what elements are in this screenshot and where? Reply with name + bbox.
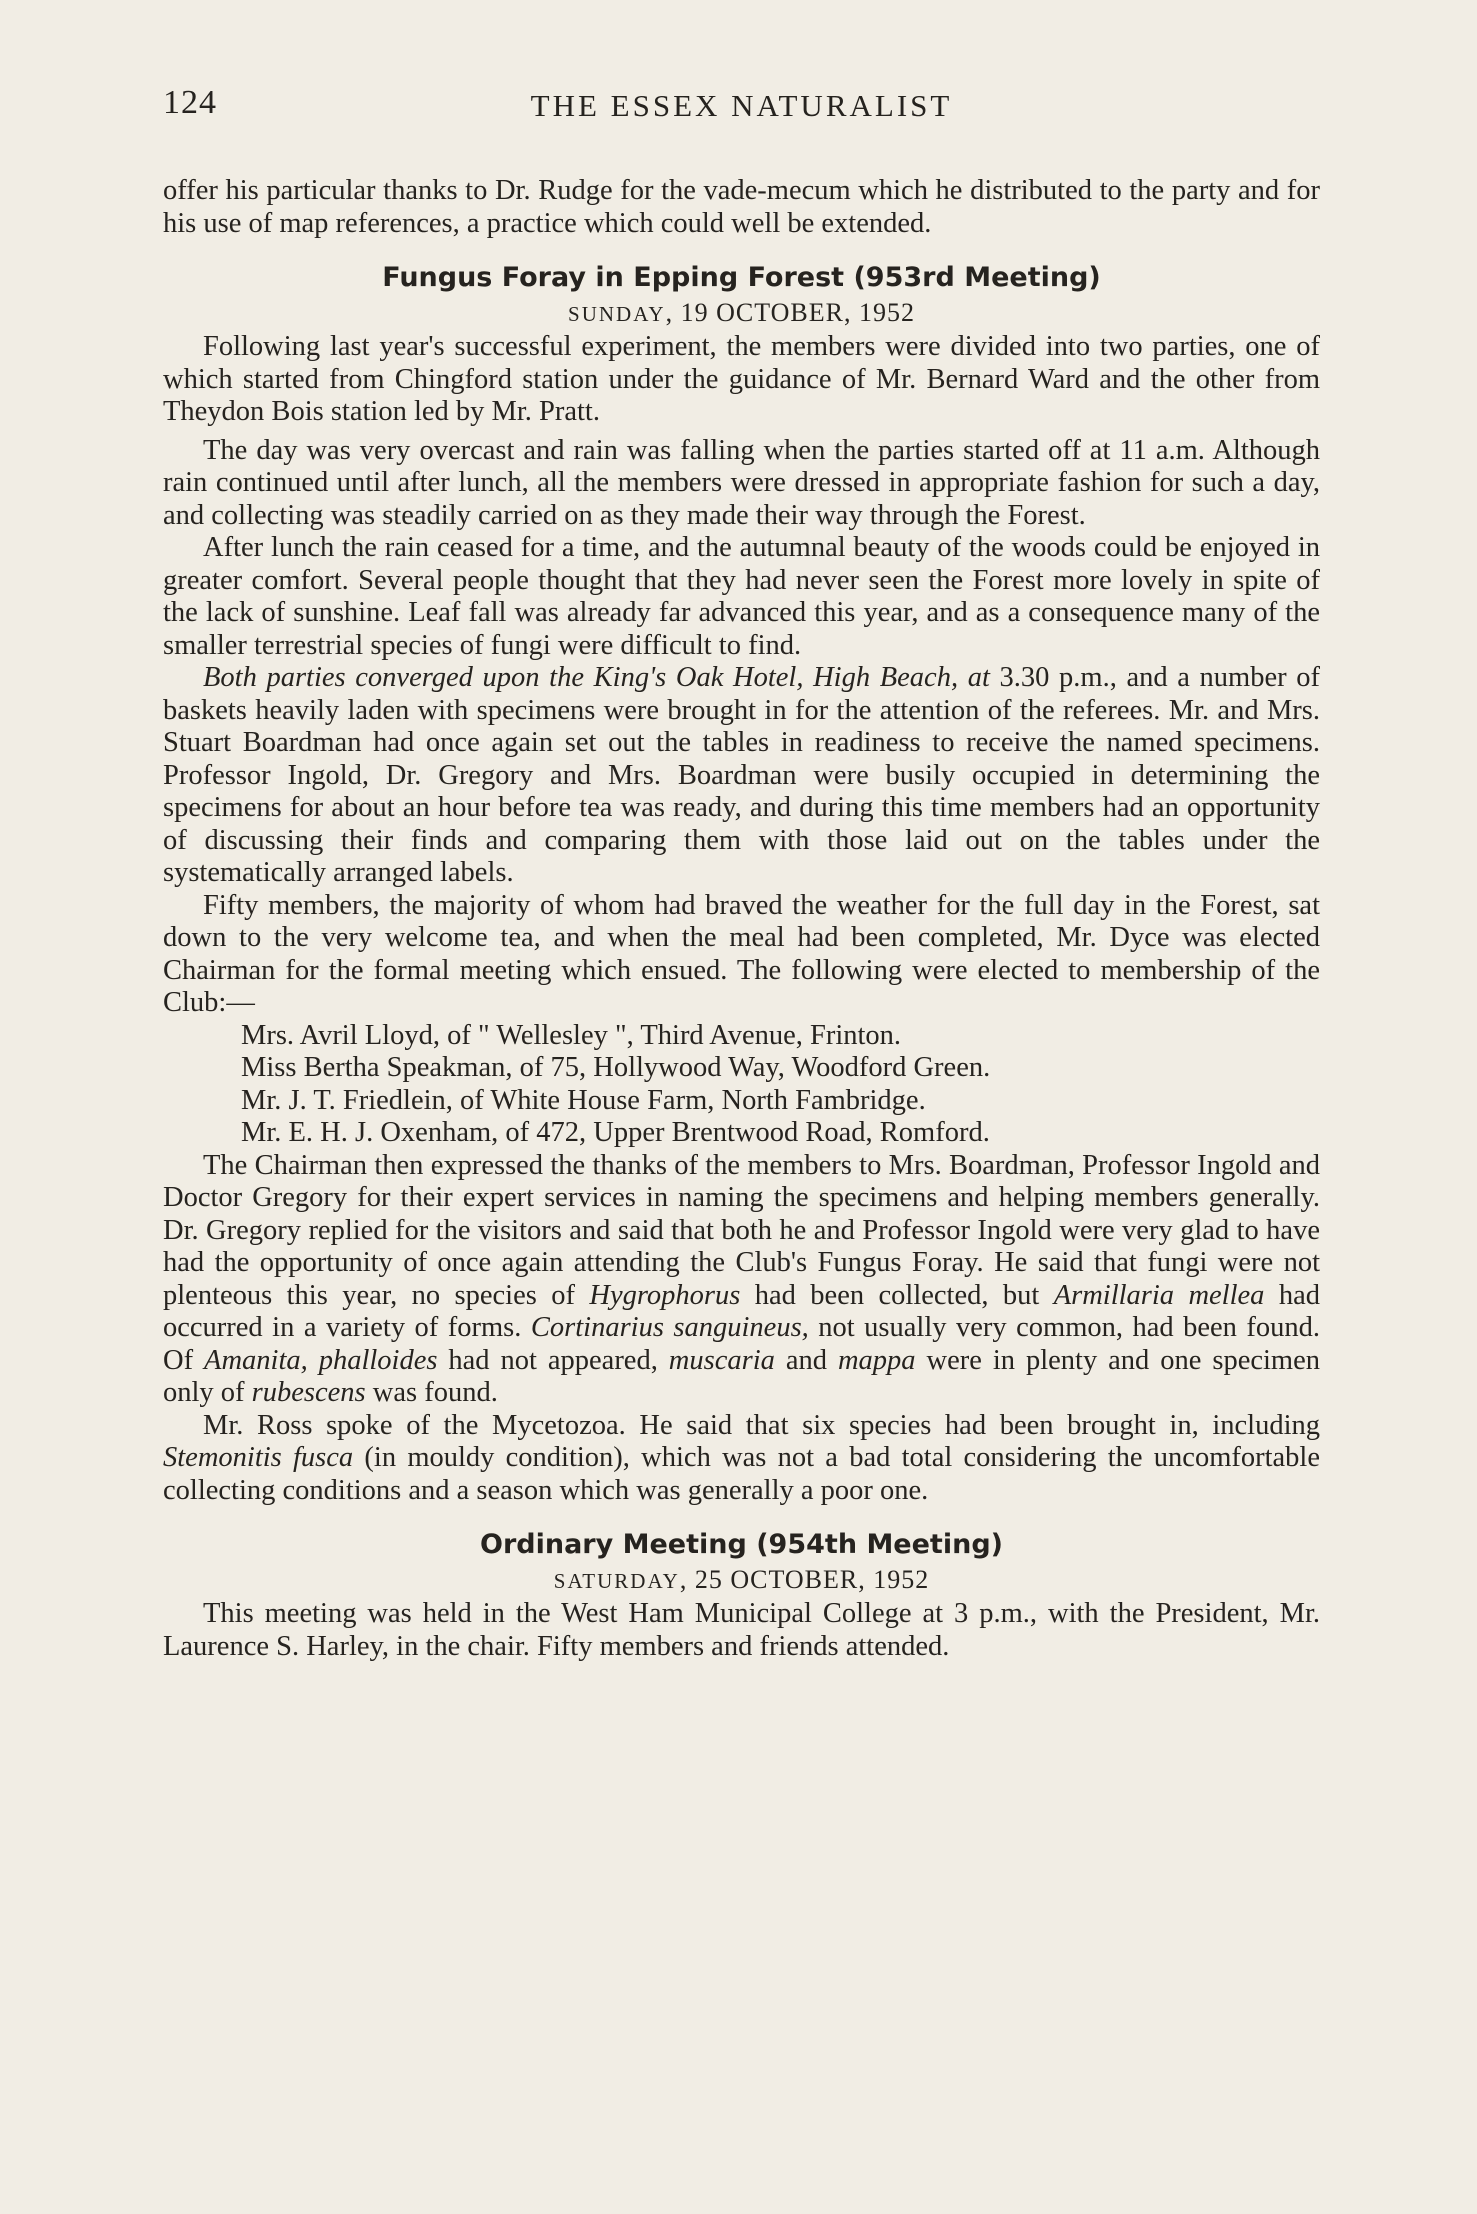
paragraph-text: was found.	[365, 1377, 498, 1408]
member-entry: Mr. E. H. J. Oxenham, of 472, Upper Brentwood Road, Romford.	[241, 1117, 990, 1148]
paragraph-text: were in plenty and one specimen only of	[163, 1344, 1320, 1408]
section-date: SATURDAY, 25 OCTOBER, 1952	[553, 1565, 930, 1594]
intro-paragraph: offer his particular thanks to Dr. Rudge for the vade-mecum which he distributed to the party and for his use of map references, a practice which could well be extended.	[163, 175, 1320, 239]
article-body	[163, 175, 1320, 1663]
running-title: THE ESSEX NATURALIST	[530, 88, 953, 123]
paragraph	[163, 1410, 1320, 1508]
paragraph-text: (in mouldy condition), which was not a bad total considering the uncomfortable collecting conditions and a season which was generally a poor one.	[163, 1442, 1320, 1506]
paragraph-text: 3.30 p.m., and a number of baskets heavily laden with specimens were brought in for the attention of the referees. Mr. and Mrs. Stuart Boardman had once again set out the tables in readiness to receive the named specimens. Professor Ingold, Dr. Gregory and Mrs. Boardman were busily occupied in determining the specimens for about an hour before tea was ready, and during this time members had an opportunity of discussing their finds and comparing them with those laid out on the tables under the systematically arranged labels.	[163, 662, 1320, 888]
species-name: muscaria	[668, 1344, 775, 1376]
paragraph: After lunch the rain ceased for a time, and the autumnal beauty of the woods could be enjoyed in greater comfort. Several people thought that they had never seen the Forest more lovely in spite of the lack of sunshine. Leaf fall was already far advanced this year, and as a consequence many of the smaller terrestrial species of fungi were difficult to find.	[163, 532, 1320, 661]
paragraph: The day was very overcast and rain was falling when the parties started off at 11 a.m. Although rain continued until after lunch, all the members were dressed in appropriate fashion for such a day, and collecting was steadily carried on as they made their way through the Forest.	[163, 434, 1320, 531]
species-name: Armillaria mellea	[1053, 1279, 1265, 1311]
page-header	[163, 84, 1320, 134]
species-name: Cortinarius sanguineus,	[530, 1312, 809, 1343]
date-day: SATURDAY	[553, 1569, 680, 1593]
paragraph-text: not usually very common, had been found. Of	[163, 1312, 1320, 1376]
member-entry: Mr. J. T. Friedlein, of White House Farm, North Fambridge.	[241, 1084, 926, 1116]
species-name: mappa	[837, 1344, 916, 1376]
page-number: 124	[163, 84, 217, 121]
new-members-list	[163, 1020, 1320, 1150]
section-heading-ordinary-meeting: Ordinary Meeting (954th Meeting)	[480, 1529, 1003, 1560]
section-heading-fungus-foray: Fungus Foray in Epping Forest (953rd Meeting)	[382, 262, 1101, 293]
date-rest: 19 OCTOBER, 1952	[680, 298, 915, 327]
date-rest: 25 OCTOBER, 1952	[694, 1565, 930, 1594]
paragraph-text: had not appeared,	[437, 1344, 669, 1376]
species-name: Hygrophorus	[589, 1279, 741, 1311]
paragraph	[163, 662, 1320, 890]
date-day: SUNDAY	[568, 302, 666, 326]
species-name: Stemonitis fusca	[163, 1442, 354, 1473]
member-entry: Miss Bertha Speakman, of 75, Hollywood Way, Woodford Green.	[241, 1052, 991, 1083]
paragraph-text: The Chairman then expressed the thanks of the members to Mrs. Boardman, Professor Ingold and Doctor Gregory for their expert services in naming the specimens and helping members generally. Dr. Gregory replied for the visitors and said that both he and Professor Ingold were very glad to have had the opportunity of once again attending the Club's Fungus Foray. He said that fungi were not plenteous this year, no species of	[163, 1149, 1320, 1311]
paragraph-text: had been collected, but	[740, 1279, 1054, 1311]
section-date: SUNDAY, 19 OCTOBER, 1952	[568, 298, 915, 327]
paragraph: Fifty members, the majority of whom had braved the weather for the full day in the Forest, sat down to the very welcome tea, and when the meal had been completed, Mr. Dyce was elected Chairman for the formal meeting which ensued. The following were elected to membership of the Club:—	[163, 889, 1320, 1018]
member-entry: Mrs. Avril Lloyd, of " Wellesley ", Third Avenue, Frinton.	[241, 1019, 902, 1051]
species-name: Amanita, phalloides	[204, 1344, 438, 1376]
paragraph: This meeting was held in the West Ham Municipal College at 3 p.m., with the President, Mr. Laurence S. Harley, in the chair. Fifty members and friends attended.	[163, 1598, 1320, 1662]
paragraph-text: had occurred in a variety of forms.	[163, 1279, 1320, 1343]
paragraph-text: Mr. Ross spoke of the Mycetozoa. He said that six species had been brought in, including	[203, 1409, 1320, 1441]
paragraph	[163, 1150, 1320, 1410]
species-name: rubescens	[251, 1377, 366, 1408]
italic-text: Both parties converged upon the King's Oak Hotel, High Beach, at	[203, 662, 990, 693]
paragraph: Following last year's successful experiment, the members were divided into two parties, one of which started from Chingford station under the guidance of Mr. Bernard Ward and the other from Theydon Bois station led by Mr. Pratt.	[163, 331, 1320, 427]
paragraph-text: and	[774, 1344, 838, 1376]
